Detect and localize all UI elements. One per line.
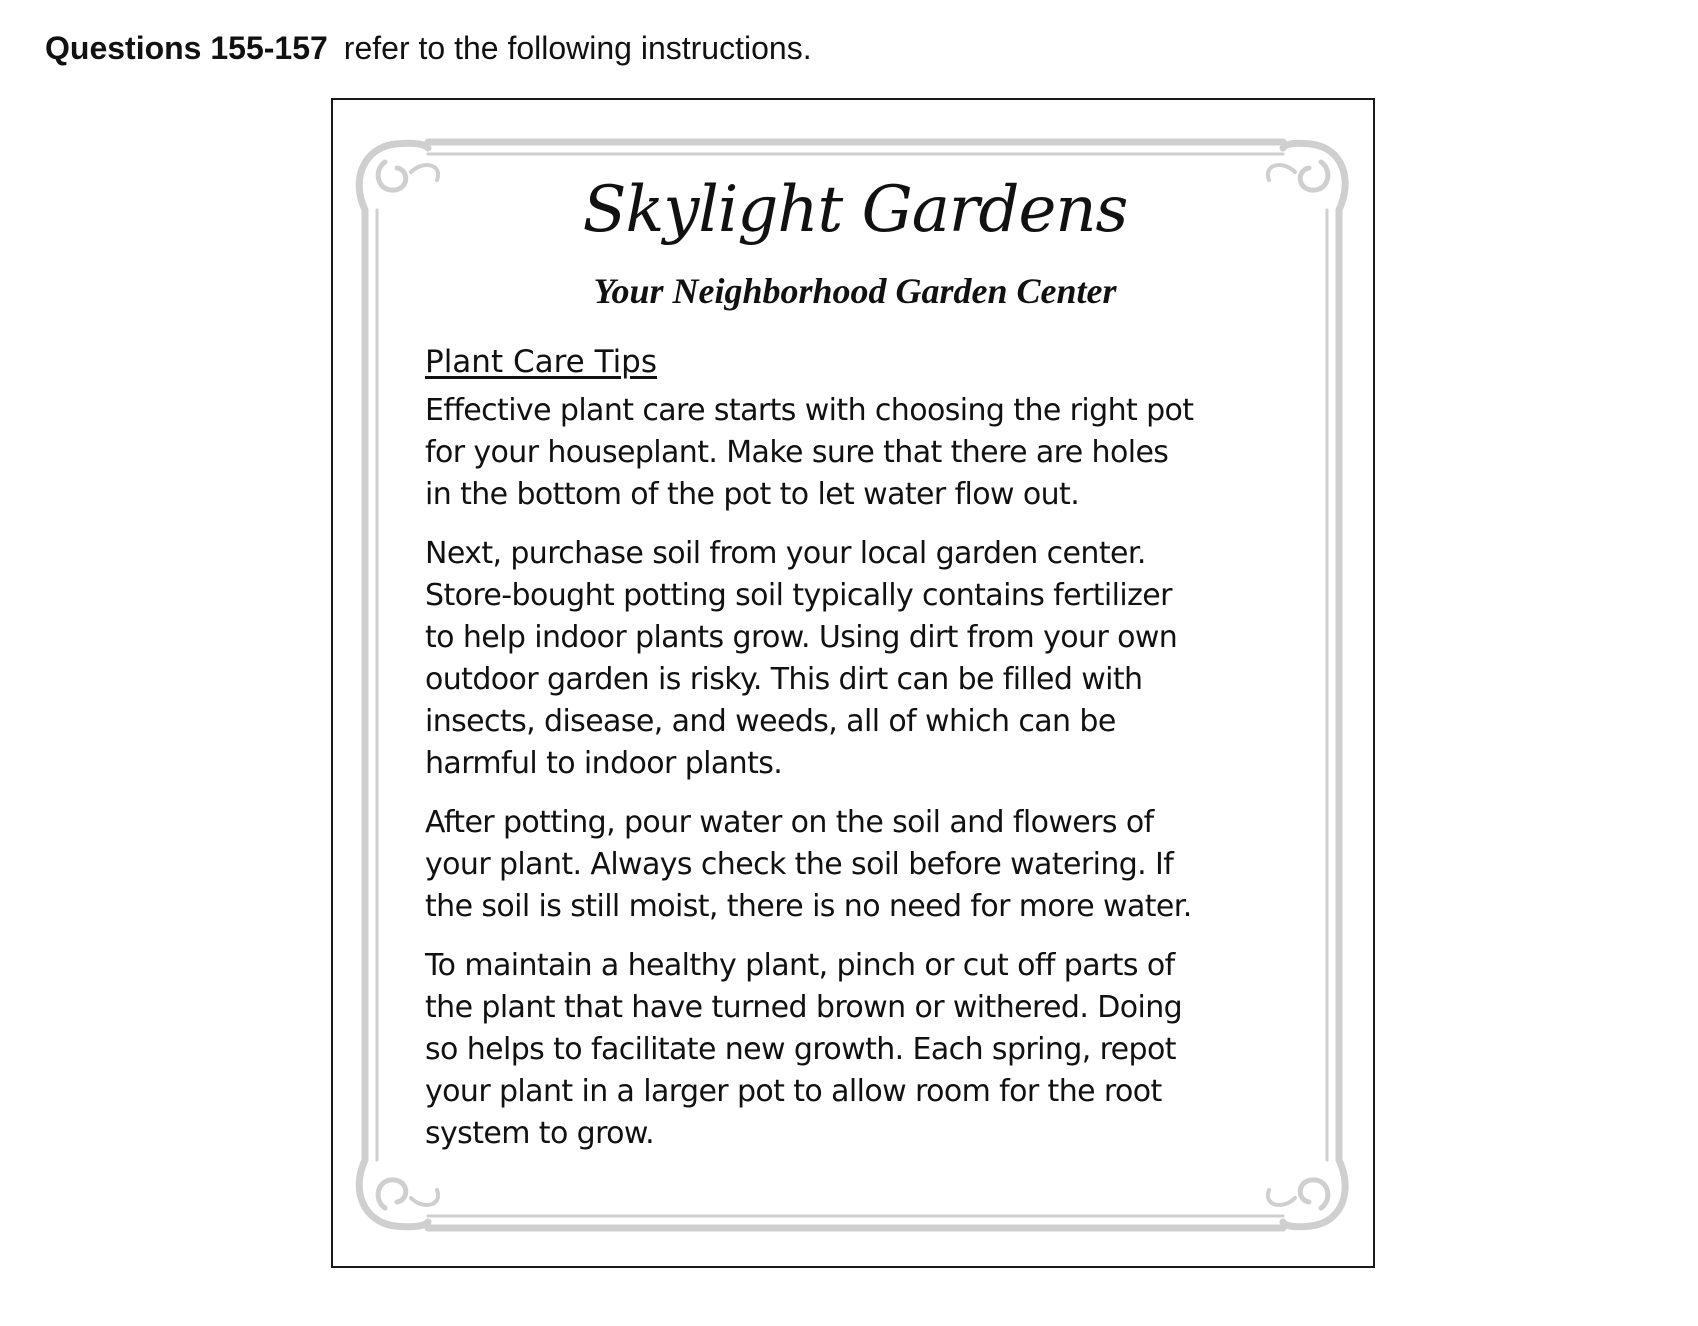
- paragraph-line: Store-bought potting soil typically contains fertilizer: [425, 578, 1172, 613]
- paragraph-line: so helps to facilitate new growth. Each spring, repot: [425, 1032, 1176, 1067]
- paragraph-line: insects, disease, and weeds, all of which can be: [425, 704, 1116, 739]
- notice-content: [333, 100, 1377, 1270]
- paragraph-pot: [425, 390, 1305, 516]
- store-subtitle: Your Neighborhood Garden Center: [593, 271, 1117, 311]
- paragraph-line: in the bottom of the pot to let water flow out.: [425, 477, 1080, 512]
- paragraph-line: the plant that have turned brown or withered. Doing: [425, 990, 1183, 1025]
- question-number: Questions 155-157: [45, 30, 328, 66]
- paragraph-line: harmful to indoor plants.: [425, 746, 783, 781]
- paragraph-line: to help indoor plants grow. Using dirt from your own: [425, 620, 1178, 655]
- paragraph-soil: [425, 533, 1305, 785]
- paragraph-line: system to grow.: [425, 1116, 655, 1151]
- paragraph-line: After potting, pour water on the soil and flowers of: [425, 805, 1154, 840]
- paragraph-watering: [425, 802, 1305, 928]
- question-header: [45, 24, 812, 72]
- paragraph-line: your plant in a larger pot to allow room for the root: [425, 1074, 1162, 1109]
- paragraph-line: for your houseplant. Make sure that there are holes: [425, 435, 1169, 470]
- question-intro: refer to the following instructions.: [343, 30, 812, 66]
- store-title: Skylight Gardens: [582, 173, 1128, 247]
- paragraph-line: the soil is still moist, there is no need for more water.: [425, 889, 1192, 924]
- paragraph-line: outdoor garden is risky. This dirt can be filled with: [425, 662, 1143, 697]
- paragraph-maintenance: [425, 945, 1305, 1155]
- paragraph-line: Effective plant care starts with choosing the right pot: [425, 393, 1194, 428]
- notice-frame: [331, 98, 1375, 1268]
- paragraph-line: your plant. Always check the soil before watering. If: [425, 847, 1174, 882]
- paragraph-line: Next, purchase soil from your local garden center.: [425, 536, 1146, 571]
- section-heading: Plant Care Tips: [425, 344, 658, 380]
- paragraph-line: To maintain a healthy plant, pinch or cut off parts of: [425, 948, 1175, 983]
